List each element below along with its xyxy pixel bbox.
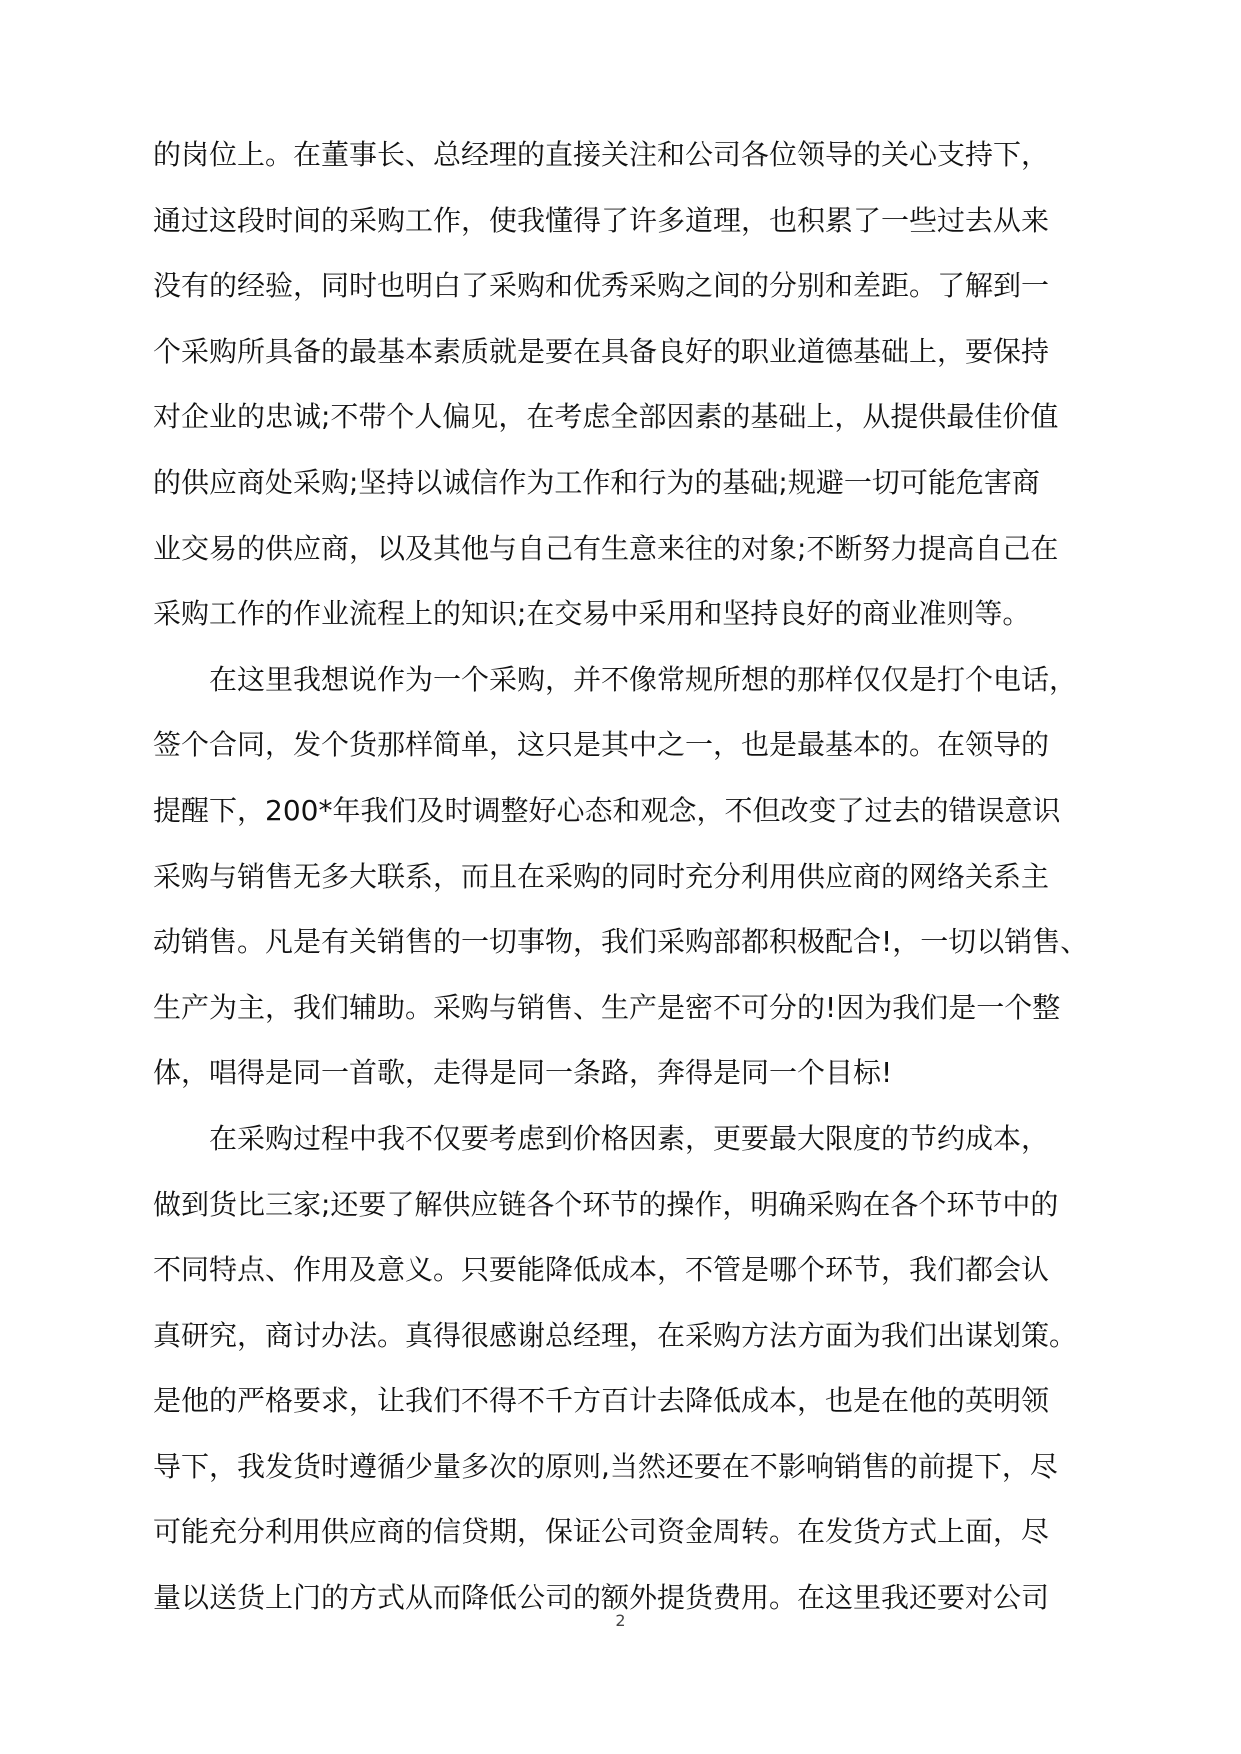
text-line: 个采购所具备的最基本素质就是要在具备良好的职业道德基础上，要保持	[153, 334, 1050, 368]
text-line: 对企业的忠诚;不带个人偏见，在考虑全部因素的基础上，从提供最佳价值	[153, 400, 1059, 434]
text-line: 量以送货上门的方式从而降低公司的额外提货费用。在这里我还要对公司	[153, 1581, 1050, 1615]
paragraph-3	[153, 1106, 1093, 1631]
text-line: 在这里我想说作为一个采购，并不像常规所想的那样仅仅是打个电话，	[209, 662, 1078, 696]
text-line: 动销售。凡是有关销售的一切事物，我们采购部都积极配合!，一切以销售、	[153, 925, 1089, 959]
text-line: 采购与销售无多大联系，而且在采购的同时充分利用供应商的网络关系主	[153, 859, 1050, 893]
text-line: 的供应商处采购;坚持以诚信作为工作和行为的基础;规避一切可能危害商	[153, 465, 1040, 499]
text-line: 没有的经验，同时也明白了采购和优秀采购之间的分别和差距。了解到一	[153, 269, 1050, 303]
text-line: 提醒下，200*年我们及时调整好心态和观念，不但改变了过去的错误意识	[153, 793, 1061, 827]
text-line: 在采购过程中我不仅要考虑到价格因素，更要最大限度的节约成本，	[209, 1121, 1050, 1155]
text-line: 真研究，商讨办法。真得很感谢总经理，在采购方法方面为我们出谋划策。	[153, 1318, 1078, 1352]
text-line: 业交易的供应商，以及其他与自己有生意来往的对象;不断努力提高自己在	[153, 531, 1059, 565]
text-line: 采购工作的作业流程上的知识;在交易中采用和坚持良好的商业准则等。	[153, 597, 1031, 631]
text-line: 的岗位上。在董事长、总经理的直接关注和公司各位领导的关心支持下，	[153, 138, 1050, 171]
page-number: 2	[615, 1611, 626, 1630]
paragraph-2	[153, 647, 1093, 1106]
text-line: 生产为主，我们辅助。采购与销售、生产是密不可分的!因为我们是一个整	[153, 990, 1061, 1024]
paragraph-1	[153, 122, 1093, 647]
text-line: 体，唱得是同一首歌，走得是同一条路，奔得是同一个目标!	[153, 1056, 893, 1090]
text-line: 不同特点、作用及意义。只要能降低成本，不管是哪个环节，我们都会认	[153, 1253, 1050, 1287]
text-line: 通过这段时间的采购工作，使我懂得了许多道理，也积累了一些过去从来	[153, 203, 1050, 237]
text-line: 导下，我发货时遵循少量多次的原则,当然还要在不影响销售的前提下，尽	[153, 1449, 1058, 1483]
text-line: 签个合同，发个货那样简单，这只是其中之一，也是最基本的。在领导的	[153, 728, 1050, 762]
body-text	[153, 122, 1093, 1631]
text-line: 是他的严格要求，让我们不得不千方百计去降低成本，也是在他的英明领	[153, 1384, 1050, 1418]
text-line: 可能充分利用供应商的信贷期，保证公司资金周转。在发货方式上面，尽	[153, 1515, 1050, 1549]
text-line: 做到货比三家;还要了解供应链各个环节的操作，明确采购在各个环节中的	[153, 1187, 1059, 1221]
